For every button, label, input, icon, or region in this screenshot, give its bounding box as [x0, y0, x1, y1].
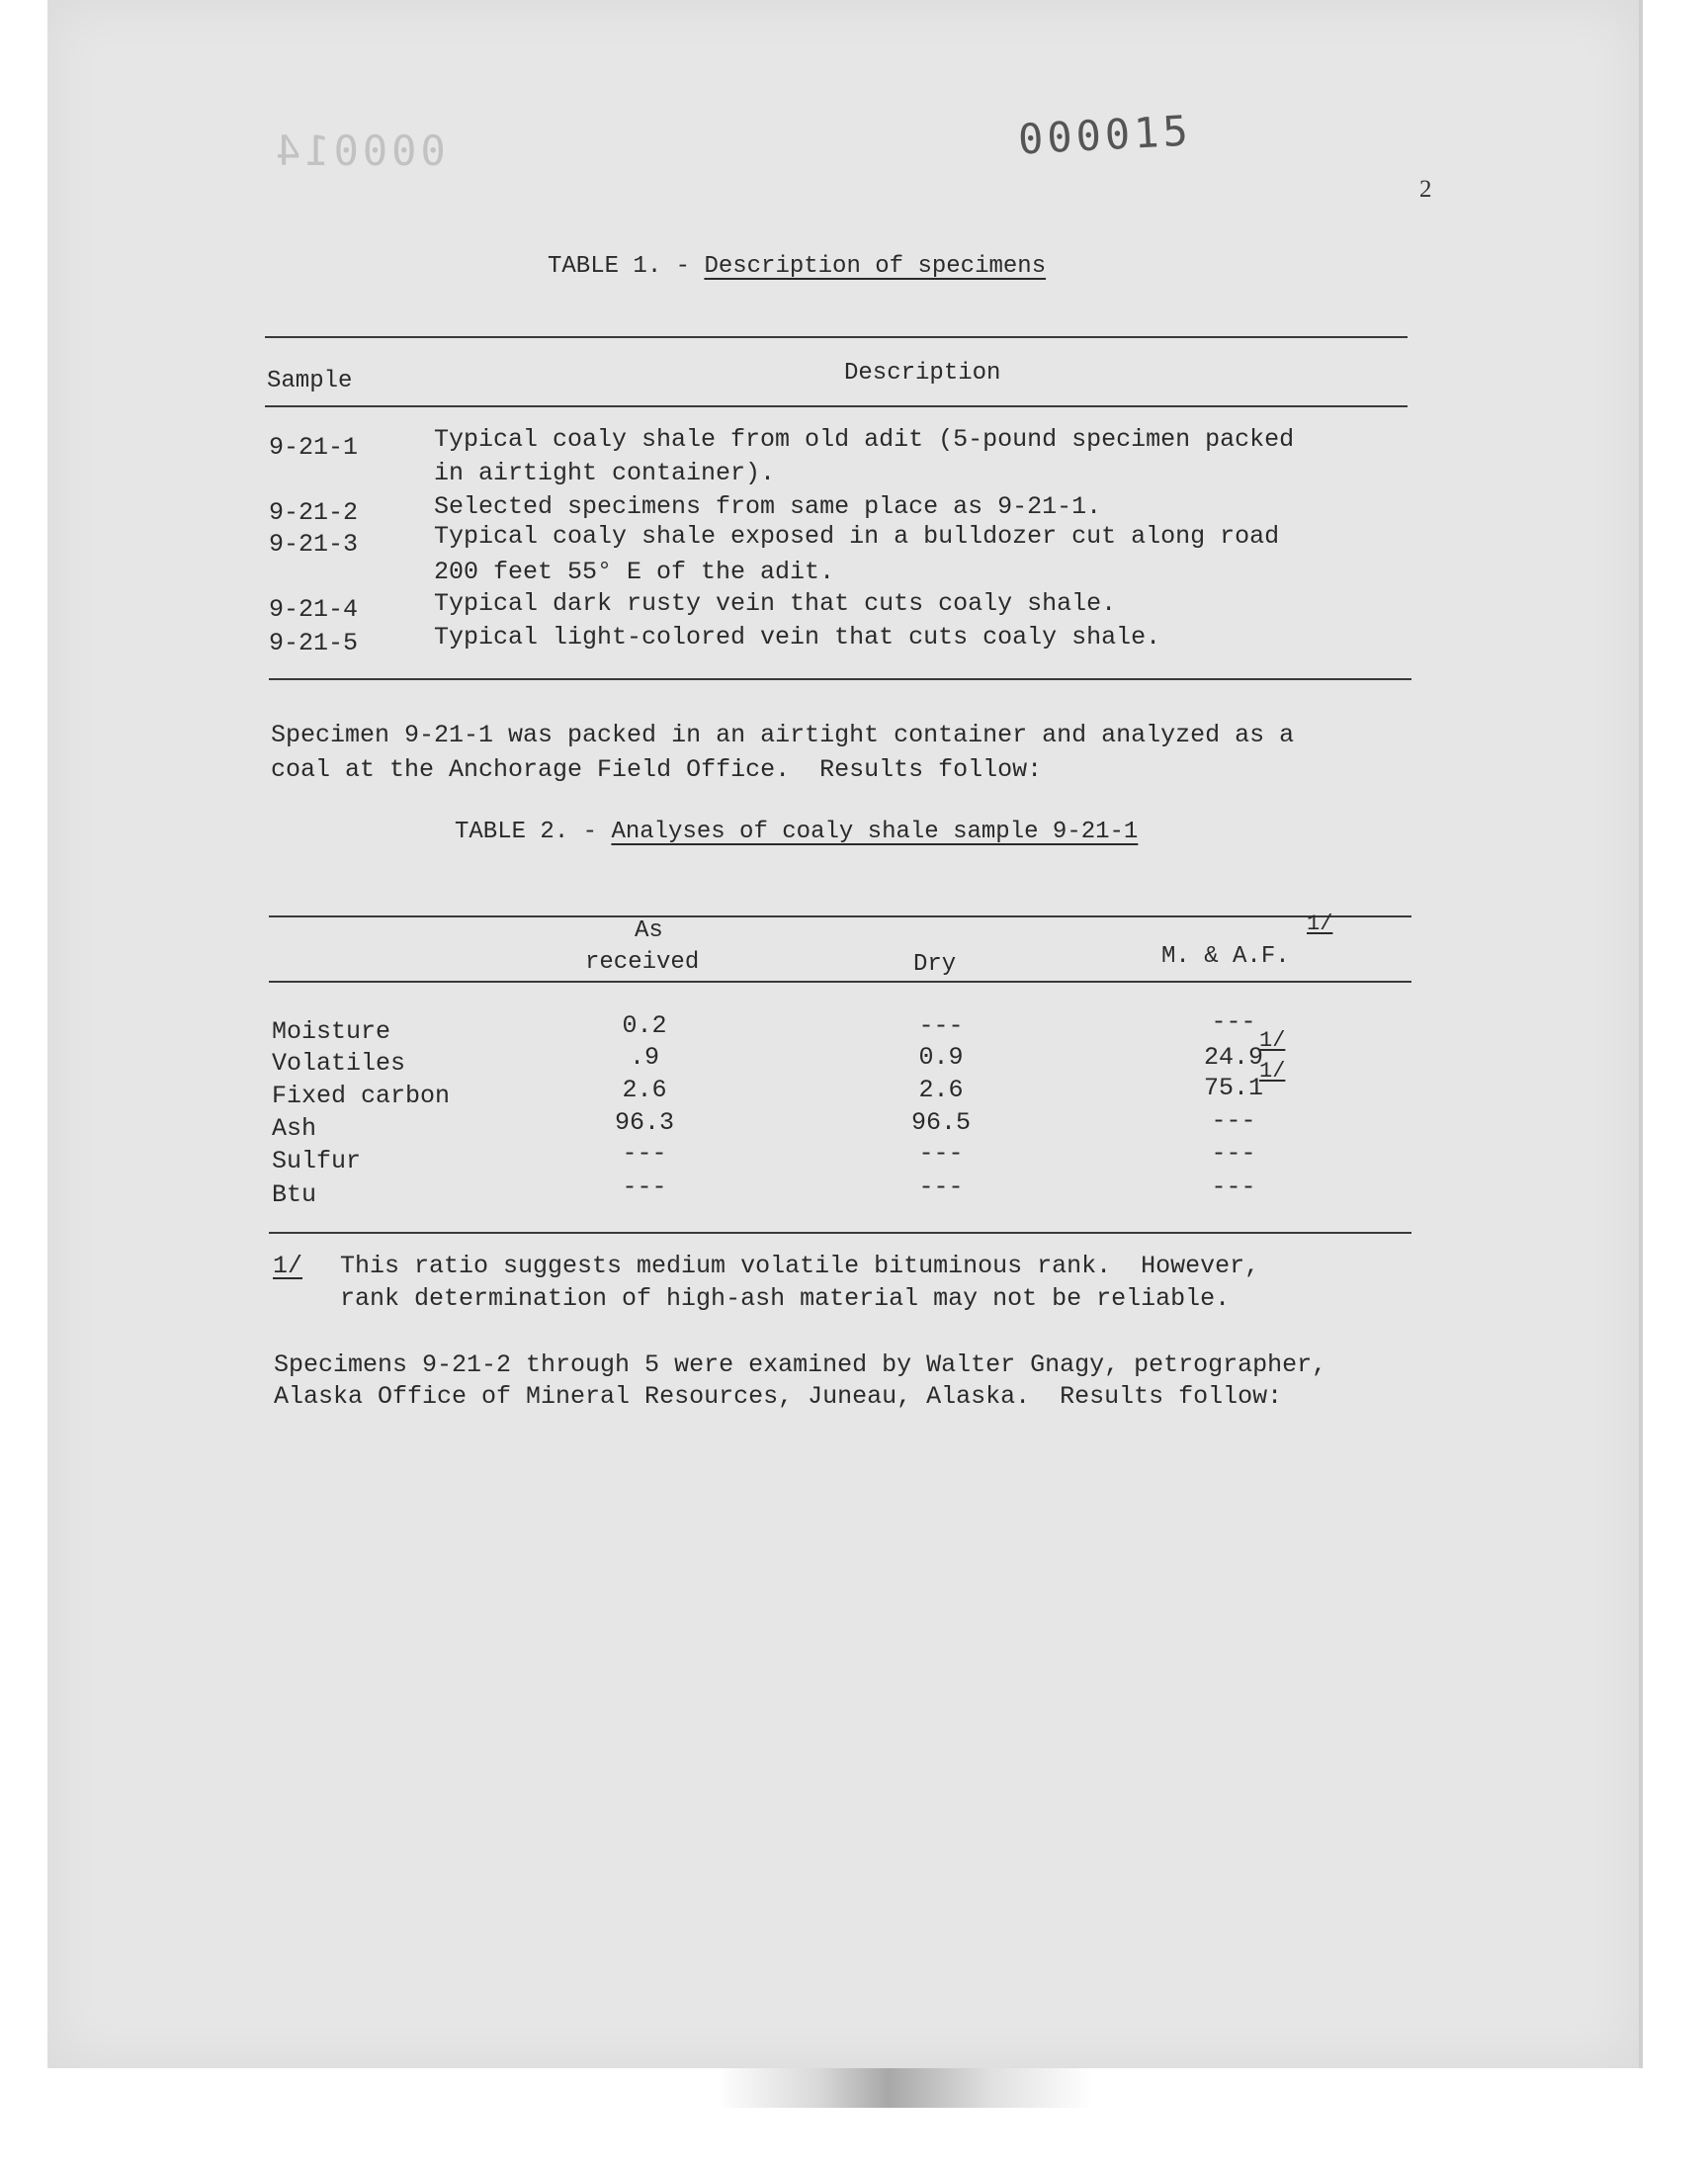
- table1-sample-id: 9-21-2: [269, 498, 359, 527]
- table2-row-label: Sulfur: [272, 1147, 362, 1175]
- table1-description-line: Typical dark rusty vein that cuts coaly shale.: [434, 589, 1117, 618]
- page-number: 2: [1419, 176, 1432, 203]
- document-stamp-number: 000015: [1016, 106, 1193, 164]
- table2-cell-dry: 0.9: [918, 1043, 964, 1072]
- table2-cell-maf: ---: [1211, 1139, 1256, 1168]
- table1-sample-id: 9-21-5: [269, 629, 359, 657]
- table1-description-line: Typical light-colored vein that cuts coaly shale.: [434, 623, 1161, 652]
- table2-header-as-received-line1: As: [635, 917, 663, 944]
- table2-cell-maf: 24.9: [1203, 1043, 1263, 1072]
- table1-sample-id: 9-21-1: [269, 433, 359, 462]
- table2-cell-as-received: 96.3: [614, 1108, 674, 1137]
- table1-sample-id: 9-21-3: [269, 530, 359, 559]
- table2-row-label: Btu: [272, 1180, 317, 1209]
- footnote-line: This ratio suggests medium volatile bituminous rank. However,: [340, 1252, 1260, 1280]
- table2-header-as-received-line2: received: [585, 949, 700, 976]
- table2-cell-maf: 75.1: [1203, 1074, 1263, 1102]
- table2-cell-as-received: 2.6: [622, 1076, 667, 1104]
- table1-top-rule: [265, 336, 1408, 338]
- table1-description-line: Selected specimens from same place as 9-21-1.: [434, 492, 1102, 521]
- table2-top-rule: [269, 915, 1411, 917]
- page-edge-right: [1639, 0, 1643, 2068]
- footnote-mark: 1/: [273, 1252, 303, 1280]
- table1-header-description: Description: [844, 360, 1001, 387]
- table1-description-line: Typical coaly shale exposed in a bulldozer cut along road: [434, 522, 1280, 551]
- table2-cell-dry: ---: [918, 1173, 964, 1201]
- table2-cell-maf: ---: [1211, 1173, 1256, 1201]
- table1-description-line: 200 feet 55° E of the adit.: [434, 558, 835, 586]
- table2-title-main: Analyses of coaly shale sample 9-21-1: [611, 819, 1139, 845]
- table1-description-line: in airtight container).: [434, 459, 776, 487]
- ghost-stamp-number: 000014: [272, 127, 446, 175]
- table2-cell-footnote-ref: 1/: [1259, 1059, 1286, 1084]
- table1-title-main: Description of specimens: [704, 253, 1047, 280]
- table2-cell-dry: ---: [918, 1139, 964, 1168]
- table2-title: [455, 819, 1138, 845]
- table2-header-maf: M. & A.F.: [1161, 943, 1290, 970]
- paragraph-2-line: Alaska Office of Mineral Resources, Juneau, Alaska. Results follow:: [274, 1382, 1283, 1411]
- table2-cell-dry: 2.6: [918, 1076, 964, 1104]
- table2-row-label: Moisture: [272, 1017, 391, 1046]
- table2-cell-footnote-ref: 1/: [1259, 1028, 1286, 1053]
- paragraph-1-line: coal at the Anchorage Field Office. Results follow:: [271, 755, 1043, 784]
- table2-cell-as-received: .9: [629, 1043, 659, 1072]
- table2-cell-dry: ---: [918, 1011, 964, 1040]
- paragraph-2-line: Specimens 9-21-2 through 5 were examined by Walter Gnagy, petrographer,: [274, 1350, 1327, 1379]
- table2-row-label: Volatiles: [272, 1049, 406, 1078]
- table2-header-maf-footnote-ref: 1/: [1307, 912, 1333, 936]
- table2-row-label: Fixed carbon: [272, 1082, 451, 1110]
- table2-cell-as-received: ---: [622, 1173, 667, 1201]
- table2-cell-as-received: 0.2: [622, 1011, 667, 1040]
- table2-cell-dry: 96.5: [910, 1108, 971, 1137]
- table2-cell-maf: ---: [1211, 1007, 1256, 1036]
- table1-title: [548, 253, 1046, 280]
- table1-header-sample: Sample: [267, 368, 353, 394]
- paragraph-1-line: Specimen 9-21-1 was packed in an airtight container and analyzed as a: [271, 721, 1295, 749]
- table1-description-line: Typical coaly shale from old adit (5-pound specimen packed: [434, 425, 1295, 454]
- scanner-edge-bottom: [0, 2068, 1708, 2108]
- table1-sample-id: 9-21-4: [269, 595, 359, 624]
- table2-cell-as-received: ---: [622, 1139, 667, 1168]
- table1-header-rule: [265, 405, 1408, 407]
- table2-bottom-rule: [269, 1232, 1411, 1234]
- table2-header-dry: Dry: [913, 951, 957, 978]
- footnote-line: rank determination of high-ash material may not be reliable.: [340, 1284, 1231, 1313]
- table2-title-prefix: TABLE 2. -: [455, 819, 612, 845]
- table1-title-prefix: TABLE 1. -: [548, 253, 705, 280]
- table2-cell-maf: ---: [1211, 1106, 1256, 1135]
- table2-row-label: Ash: [272, 1114, 317, 1143]
- table2-header-rule: [269, 981, 1411, 983]
- table1-bottom-rule: [269, 678, 1411, 680]
